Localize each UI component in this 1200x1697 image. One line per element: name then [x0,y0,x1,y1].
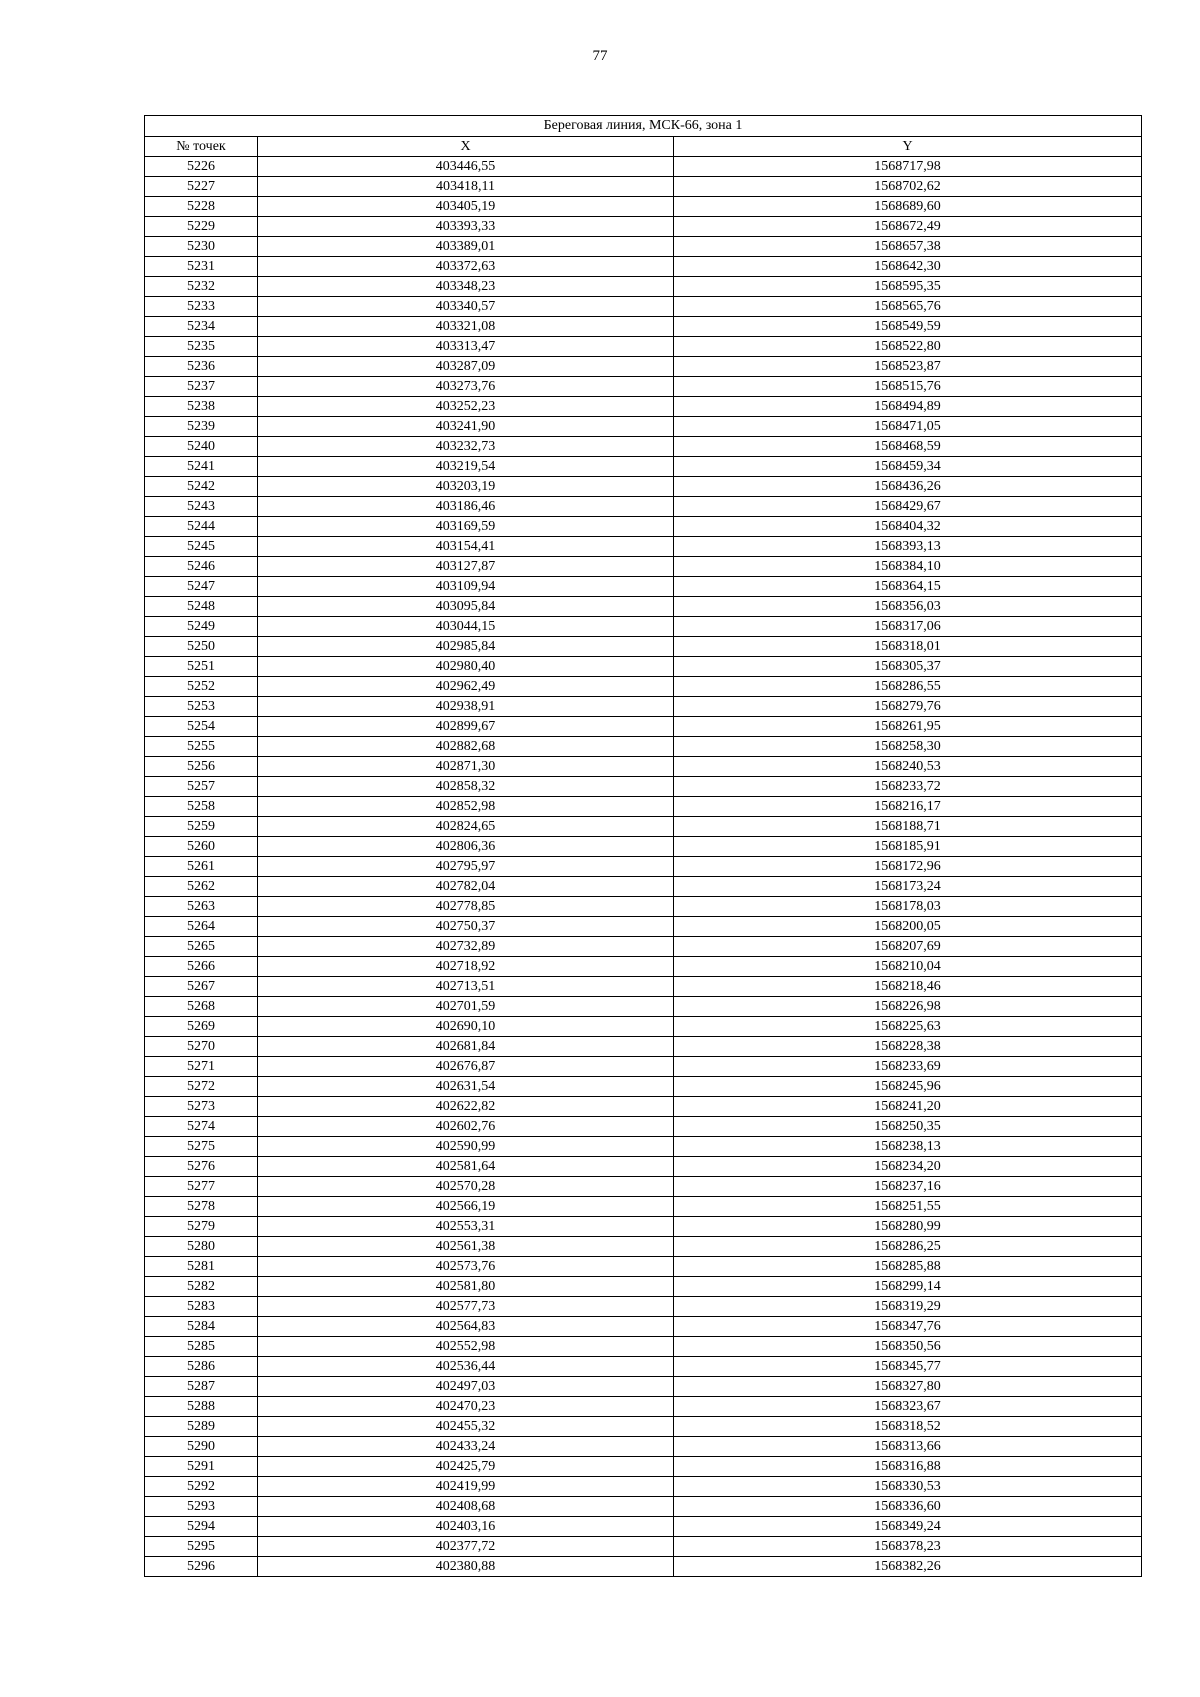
cell-point-number: 5269 [145,1017,258,1037]
cell-x: 403372,63 [258,257,674,277]
cell-y: 1568241,20 [674,1097,1142,1117]
cell-y: 1568237,16 [674,1177,1142,1197]
table-row [145,897,1142,917]
table-row [145,197,1142,217]
cell-y: 1568238,13 [674,1137,1142,1157]
cell-point-number: 5267 [145,977,258,997]
cell-point-number: 5227 [145,177,258,197]
cell-point-number: 5277 [145,1177,258,1197]
table-row [145,1357,1142,1377]
cell-x: 402701,59 [258,997,674,1017]
table-row [145,1057,1142,1077]
cell-y: 1568313,66 [674,1437,1142,1457]
cell-x: 403313,47 [258,337,674,357]
cell-point-number: 5291 [145,1457,258,1477]
cell-y: 1568378,23 [674,1537,1142,1557]
cell-point-number: 5276 [145,1157,258,1177]
cell-y: 1568188,71 [674,817,1142,837]
cell-x: 402882,68 [258,737,674,757]
table-row [145,1497,1142,1517]
cell-y: 1568173,24 [674,877,1142,897]
table-row [145,1297,1142,1317]
cell-point-number: 5255 [145,737,258,757]
cell-x: 402425,79 [258,1457,674,1477]
cell-x: 403418,11 [258,177,674,197]
cell-y: 1568330,53 [674,1477,1142,1497]
cell-y: 1568336,60 [674,1497,1142,1517]
cell-x: 403203,19 [258,477,674,497]
cell-y: 1568319,29 [674,1297,1142,1317]
table-row [145,1337,1142,1357]
cell-point-number: 5231 [145,257,258,277]
cell-x: 402573,76 [258,1257,674,1277]
cell-point-number: 5266 [145,957,258,977]
table-row [145,1237,1142,1257]
cell-point-number: 5271 [145,1057,258,1077]
cell-x: 402536,44 [258,1357,674,1377]
table-row [145,817,1142,837]
cell-point-number: 5238 [145,397,258,417]
cell-point-number: 5270 [145,1037,258,1057]
cell-y: 1568216,17 [674,797,1142,817]
cell-point-number: 5284 [145,1317,258,1337]
table-row [145,297,1142,317]
cell-y: 1568515,76 [674,377,1142,397]
cell-y: 1568323,67 [674,1397,1142,1417]
cell-x: 403241,90 [258,417,674,437]
cell-x: 402433,24 [258,1437,674,1457]
cell-x: 403154,41 [258,537,674,557]
cell-point-number: 5244 [145,517,258,537]
cell-y: 1568279,76 [674,697,1142,717]
cell-x: 402380,88 [258,1557,674,1577]
cell-y: 1568471,05 [674,417,1142,437]
cell-point-number: 5248 [145,597,258,617]
cell-point-number: 5290 [145,1437,258,1457]
cell-x: 403273,76 [258,377,674,397]
table-title: Береговая линия, МСК-66, зона 1 [145,116,1142,137]
cell-x: 402750,37 [258,917,674,937]
header-point-number: № точек [145,137,258,157]
cell-y: 1568317,06 [674,617,1142,637]
cell-x: 402782,04 [258,877,674,897]
cell-x: 402590,99 [258,1137,674,1157]
table-row [145,657,1142,677]
table-row [145,697,1142,717]
cell-x: 402871,30 [258,757,674,777]
cell-point-number: 5280 [145,1237,258,1257]
cell-x: 403340,57 [258,297,674,317]
table-row [145,1257,1142,1277]
cell-y: 1568565,76 [674,297,1142,317]
cell-y: 1568595,35 [674,277,1142,297]
table-row [145,677,1142,697]
cell-x: 403219,54 [258,457,674,477]
cell-point-number: 5254 [145,717,258,737]
cell-point-number: 5289 [145,1417,258,1437]
cell-y: 1568285,88 [674,1257,1142,1277]
cell-point-number: 5251 [145,657,258,677]
cell-x: 402577,73 [258,1297,674,1317]
table-row [145,777,1142,797]
cell-point-number: 5275 [145,1137,258,1157]
table-header-row [145,137,1142,157]
cell-y: 1568702,62 [674,177,1142,197]
cell-point-number: 5259 [145,817,258,837]
cell-x: 402419,99 [258,1477,674,1497]
cell-point-number: 5295 [145,1537,258,1557]
cell-point-number: 5288 [145,1397,258,1417]
cell-y: 1568522,80 [674,337,1142,357]
cell-x: 403252,23 [258,397,674,417]
cell-y: 1568250,35 [674,1117,1142,1137]
cell-x: 403186,46 [258,497,674,517]
cell-point-number: 5274 [145,1117,258,1137]
table-row [145,1217,1142,1237]
cell-point-number: 5296 [145,1557,258,1577]
cell-point-number: 5243 [145,497,258,517]
table-row [145,357,1142,377]
table-row [145,1177,1142,1197]
cell-y: 1568459,34 [674,457,1142,477]
cell-x: 402713,51 [258,977,674,997]
table-row [145,1457,1142,1477]
cell-x: 402497,03 [258,1377,674,1397]
cell-x: 403232,73 [258,437,674,457]
table-row [145,1537,1142,1557]
cell-point-number: 5285 [145,1337,258,1357]
cell-y: 1568350,56 [674,1337,1142,1357]
cell-point-number: 5283 [145,1297,258,1317]
table-row [145,1017,1142,1037]
cell-y: 1568200,05 [674,917,1142,937]
cell-point-number: 5232 [145,277,258,297]
cell-point-number: 5281 [145,1257,258,1277]
cell-y: 1568672,49 [674,217,1142,237]
table-row [145,977,1142,997]
cell-y: 1568245,96 [674,1077,1142,1097]
cell-y: 1568258,30 [674,737,1142,757]
table-row [145,1317,1142,1337]
cell-point-number: 5239 [145,417,258,437]
table-row [145,937,1142,957]
table-row [145,957,1142,977]
cell-x: 402553,31 [258,1217,674,1237]
table-row [145,497,1142,517]
table-row [145,157,1142,177]
cell-point-number: 5241 [145,457,258,477]
cell-point-number: 5250 [145,637,258,657]
table-row [145,337,1142,357]
table-row [145,1517,1142,1537]
table-row [145,537,1142,557]
table-row [145,1097,1142,1117]
cell-x: 403393,33 [258,217,674,237]
cell-x: 403389,01 [258,237,674,257]
table-row [145,857,1142,877]
cell-x: 402470,23 [258,1397,674,1417]
table-row [145,717,1142,737]
table-row [145,477,1142,497]
cell-point-number: 5245 [145,537,258,557]
cell-point-number: 5252 [145,677,258,697]
table-row [145,257,1142,277]
cell-point-number: 5234 [145,317,258,337]
cell-x: 402778,85 [258,897,674,917]
table-row [145,637,1142,657]
cell-point-number: 5278 [145,1197,258,1217]
cell-y: 1568404,32 [674,517,1142,537]
table-row [145,1377,1142,1397]
cell-x: 402899,67 [258,717,674,737]
cell-x: 402455,32 [258,1417,674,1437]
cell-point-number: 5286 [145,1357,258,1377]
cell-x: 402962,49 [258,677,674,697]
cell-x: 403044,15 [258,617,674,637]
cell-y: 1568286,25 [674,1237,1142,1257]
cell-y: 1568305,37 [674,657,1142,677]
table-row [145,557,1142,577]
table-row [145,1157,1142,1177]
cell-x: 402681,84 [258,1037,674,1057]
cell-y: 1568345,77 [674,1357,1142,1377]
cell-y: 1568234,20 [674,1157,1142,1177]
cell-point-number: 5236 [145,357,258,377]
cell-y: 1568316,88 [674,1457,1142,1477]
table-row [145,1037,1142,1057]
cell-point-number: 5293 [145,1497,258,1517]
table-row [145,757,1142,777]
cell-y: 1568233,69 [674,1057,1142,1077]
cell-point-number: 5265 [145,937,258,957]
cell-point-number: 5230 [145,237,258,257]
cell-y: 1568436,26 [674,477,1142,497]
cell-x: 403287,09 [258,357,674,377]
table-row [145,917,1142,937]
cell-y: 1568261,95 [674,717,1142,737]
cell-x: 402732,89 [258,937,674,957]
cell-y: 1568172,96 [674,857,1142,877]
table-row [145,317,1142,337]
table-title-row [145,116,1142,137]
cell-y: 1568347,76 [674,1317,1142,1337]
cell-y: 1568218,46 [674,977,1142,997]
cell-y: 1568523,87 [674,357,1142,377]
cell-y: 1568299,14 [674,1277,1142,1297]
cell-x: 402581,80 [258,1277,674,1297]
table-row [145,417,1142,437]
cell-point-number: 5272 [145,1077,258,1097]
cell-y: 1568240,53 [674,757,1142,777]
cell-x: 402570,28 [258,1177,674,1197]
cell-point-number: 5263 [145,897,258,917]
cell-point-number: 5226 [145,157,258,177]
cell-y: 1568393,13 [674,537,1142,557]
cell-x: 402690,10 [258,1017,674,1037]
cell-y: 1568210,04 [674,957,1142,977]
table-row [145,1277,1142,1297]
cell-x: 402377,72 [258,1537,674,1557]
cell-point-number: 5242 [145,477,258,497]
coordinates-table [144,115,1142,1577]
cell-x: 402985,84 [258,637,674,657]
cell-x: 402566,19 [258,1197,674,1217]
cell-x: 402858,32 [258,777,674,797]
table-row [145,237,1142,257]
table-row [145,737,1142,757]
table-row [145,457,1142,477]
cell-y: 1568384,10 [674,557,1142,577]
table-body [145,116,1142,1577]
cell-x: 402631,54 [258,1077,674,1097]
table-row [145,517,1142,537]
cell-x: 403095,84 [258,597,674,617]
cell-y: 1568382,26 [674,1557,1142,1577]
header-y: Y [674,137,1142,157]
cell-x: 402561,38 [258,1237,674,1257]
cell-y: 1568226,98 [674,997,1142,1017]
cell-x: 402602,76 [258,1117,674,1137]
table-row [145,437,1142,457]
table-row [145,1557,1142,1577]
cell-x: 403109,94 [258,577,674,597]
cell-point-number: 5292 [145,1477,258,1497]
cell-point-number: 5282 [145,1277,258,1297]
table-row [145,617,1142,637]
cell-y: 1568468,59 [674,437,1142,457]
table-row [145,217,1142,237]
cell-y: 1568251,55 [674,1197,1142,1217]
cell-y: 1568207,69 [674,937,1142,957]
cell-y: 1568286,55 [674,677,1142,697]
cell-x: 402581,64 [258,1157,674,1177]
table-row [145,377,1142,397]
cell-point-number: 5257 [145,777,258,797]
cell-x: 402564,83 [258,1317,674,1337]
cell-x: 402824,65 [258,817,674,837]
table-row [145,1077,1142,1097]
cell-x: 402806,36 [258,837,674,857]
cell-x: 402622,82 [258,1097,674,1117]
cell-point-number: 5268 [145,997,258,1017]
table-row [145,397,1142,417]
table-row [145,1397,1142,1417]
table-row [145,177,1142,197]
cell-y: 1568327,80 [674,1377,1142,1397]
cell-x: 403169,59 [258,517,674,537]
cell-y: 1568280,99 [674,1217,1142,1237]
table-row [145,997,1142,1017]
cell-point-number: 5249 [145,617,258,637]
cell-x: 402403,16 [258,1517,674,1537]
cell-x: 403446,55 [258,157,674,177]
cell-point-number: 5229 [145,217,258,237]
cell-point-number: 5260 [145,837,258,857]
cell-x: 402408,68 [258,1497,674,1517]
page-number: 77 [592,48,608,64]
cell-point-number: 5258 [145,797,258,817]
cell-point-number: 5262 [145,877,258,897]
cell-x: 402552,98 [258,1337,674,1357]
cell-point-number: 5261 [145,857,258,877]
table-row [145,837,1142,857]
table-row [145,1137,1142,1157]
cell-point-number: 5246 [145,557,258,577]
table-row [145,797,1142,817]
cell-y: 1568318,01 [674,637,1142,657]
cell-x: 403348,23 [258,277,674,297]
cell-point-number: 5294 [145,1517,258,1537]
cell-point-number: 5233 [145,297,258,317]
cell-x: 403405,19 [258,197,674,217]
cell-x: 402795,97 [258,857,674,877]
cell-y: 1568356,03 [674,597,1142,617]
cell-x: 403127,87 [258,557,674,577]
cell-y: 1568549,59 [674,317,1142,337]
cell-y: 1568318,52 [674,1417,1142,1437]
table-row [145,1437,1142,1457]
table-row [145,597,1142,617]
header-x: X [258,137,674,157]
cell-y: 1568349,24 [674,1517,1142,1537]
cell-y: 1568185,91 [674,837,1142,857]
cell-point-number: 5279 [145,1217,258,1237]
cell-point-number: 5264 [145,917,258,937]
cell-x: 403321,08 [258,317,674,337]
cell-y: 1568225,63 [674,1017,1142,1037]
table-row [145,1477,1142,1497]
cell-point-number: 5287 [145,1377,258,1397]
cell-point-number: 5240 [145,437,258,457]
cell-x: 402852,98 [258,797,674,817]
cell-y: 1568233,72 [674,777,1142,797]
cell-y: 1568178,03 [674,897,1142,917]
cell-y: 1568429,67 [674,497,1142,517]
cell-point-number: 5235 [145,337,258,357]
cell-x: 402980,40 [258,657,674,677]
cell-point-number: 5256 [145,757,258,777]
cell-x: 402718,92 [258,957,674,977]
table-row [145,1197,1142,1217]
table-row [145,877,1142,897]
cell-y: 1568642,30 [674,257,1142,277]
table-row [145,577,1142,597]
cell-y: 1568364,15 [674,577,1142,597]
table-row [145,1417,1142,1437]
table-row [145,277,1142,297]
cell-point-number: 5237 [145,377,258,397]
table-row [145,1117,1142,1137]
cell-y: 1568657,38 [674,237,1142,257]
cell-y: 1568228,38 [674,1037,1142,1057]
cell-point-number: 5247 [145,577,258,597]
cell-point-number: 5253 [145,697,258,717]
cell-y: 1568689,60 [674,197,1142,217]
cell-point-number: 5228 [145,197,258,217]
cell-y: 1568717,98 [674,157,1142,177]
cell-y: 1568494,89 [674,397,1142,417]
cell-x: 402676,87 [258,1057,674,1077]
cell-point-number: 5273 [145,1097,258,1117]
cell-x: 402938,91 [258,697,674,717]
